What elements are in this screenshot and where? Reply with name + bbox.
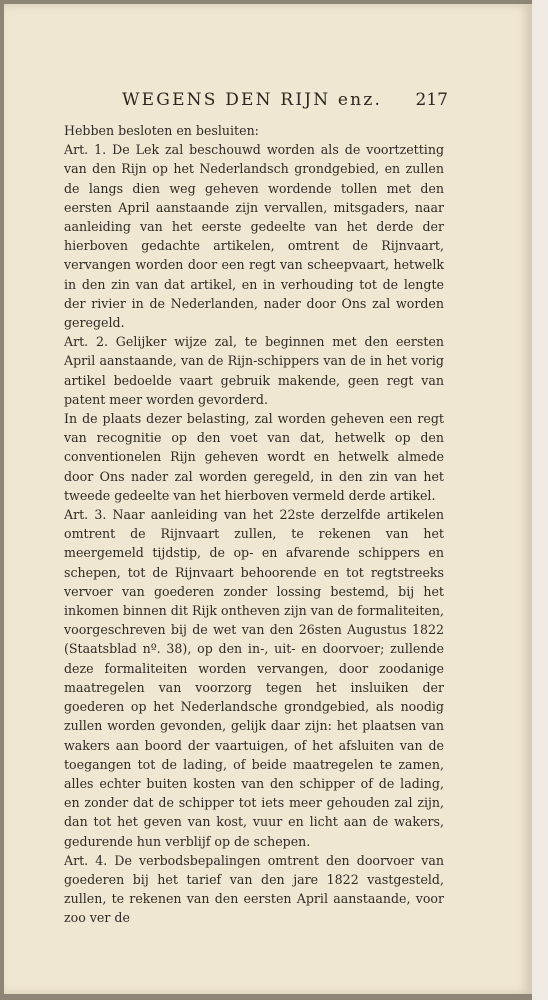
paragraph-resolution: Hebben besloten en besluiten: (64, 123, 259, 138)
running-title: WEGENS DEN RIJN enz. (122, 90, 383, 110)
paragraph-art-2: Art. 2. Gelijker wijze zal, te beginnen met den eersten April aanstaande, van de Rijn-schippers van de in het vorig artikel bedoelde vaart gebruik makende, geen regt van patent meer worden gevorderd. (64, 334, 444, 407)
page-number: 217 (415, 90, 448, 110)
paragraph-recognitie: In de plaats dezer belasting, zal worden geheven een regt van recognitie op den voet van dat, hetwelk op den conventionelen Rijn geheven wordt en hetwelk almede door Ons nader zal worden geregeld, in den zin van het tweede gedeelte van het hierboven vermeld derde artikel. (64, 411, 444, 503)
body-text (64, 121, 444, 928)
paragraph-art-4: Art. 4. De verbodsbepalingen omtrent den doorvoer van goederen bij het tarief van den jare 1822 vastgesteld, zullen, te rekenen van den eersten April aanstaande, voor zoo ver de (64, 852, 444, 926)
page-edge (532, 0, 548, 1000)
page-header (122, 90, 448, 114)
paragraph-art-1: Art. 1. De Lek zal beschouwd worden als de voortzetting van den Rijn op het Nederlandsch grondgebied, en zullen de langs dien weg geheven wordende tollen met den eersten April aanstaande zijn vervallen, mitsgaders, naar aanleiding van het eerste gedeelte van het derde der hierboven gedachte artikelen, omtrent de Rijnvaart, vervangen worden door een regt van scheepvaart, hetwelk in den zin van dat artikel, en in verhouding tot de lengte der rivier in de Nederlanden, nader door Ons zal worden geregeld. (64, 142, 444, 331)
paragraph-art-3: Art. 3. Naar aanleiding van het 22ste derzelfde artikelen omtrent de Rijnvaart zullen, te rekenen van het meergemeld tijdstip, de op- en afvarende schippers en schepen, tot de Rijnvaart behoorende en tot regtstreeks vervoer van goederen zonder lossing bestemd, bij het inkomen binnen dit Rijk ontheven zijn van de formaliteiten, voorgeschreven bij de wet van den 26sten Augustus 1822 (Staatsblad nº. 38), op den in-, uit- en doorvoer; zullende deze formaliteiten worden vervangen, door zoodanige maatregelen van voorzorg tegen het insluiken der goederen op het Nederlandsche grondgebied, als noodig zullen worden gevonden, gelijk daar zijn: het plaatsen van wakers aan boord der vaartuigen, of het afsluiten van de toegangen tot de lading, of beide maatregelen te zamen, alles echter buiten kosten van den schipper of de lading, en zonder dat de schipper tot iets meer gehouden zal zijn, dan tot het geven van kost, vuur en licht aan de wakers, gedurende hun verblijf op de schepen. (64, 507, 444, 849)
book-page (4, 4, 532, 994)
